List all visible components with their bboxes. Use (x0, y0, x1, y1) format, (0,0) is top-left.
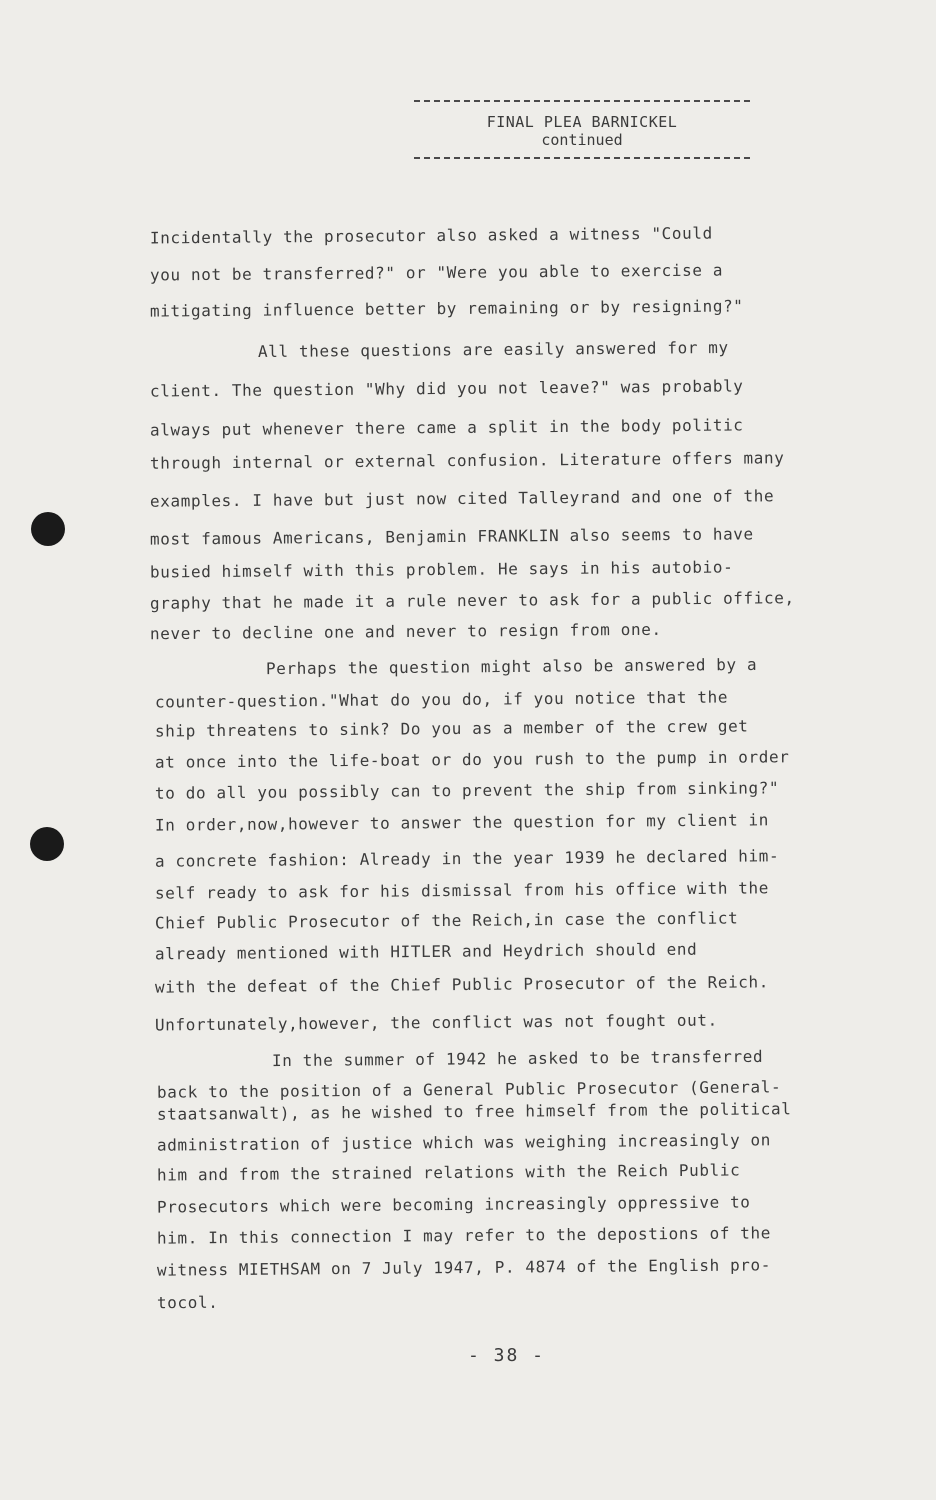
text-line: him and from the strained relations with the Reich Public (156, 1160, 741, 1185)
text-line: through internal or external confusion. Literature offers many (149, 448, 785, 473)
punch-hole (31, 512, 65, 546)
text-line: with the defeat of the Chief Public Prosecutor of the Reich. (154, 972, 770, 997)
text-line: mitigating influence better by remaining or by resigning?" (149, 296, 744, 321)
text-line: administration of justice which was weighing increasingly on (156, 1130, 772, 1155)
header-rule-bottom (414, 157, 750, 159)
text-line: Chief Public Prosecutor of the Reich,in case the conflict (154, 908, 739, 933)
text-line: Unfortunately,however, the conflict was not fought out. (154, 1010, 718, 1035)
text-line: tocol. (156, 1292, 219, 1313)
text-line: witness MIETHSAM on 7 July 1947, P. 4874 of the English pro- (156, 1255, 772, 1280)
text-line: you not be transferred?" or "Were you able to exercise a (149, 260, 724, 285)
text-line: him. In this connection I may refer to the depostions of the (156, 1223, 772, 1248)
text-line: Prosecutors which were becoming increasingly oppressive to (156, 1192, 751, 1217)
text-line: busied himself with this problem. He says in his autobio- (149, 557, 734, 582)
punch-hole (30, 827, 64, 861)
text-line: In the summer of 1942 he asked to be transferred (271, 1046, 764, 1071)
text-line: a concrete fashion: Already in the year 1939 he declared him- (154, 846, 780, 871)
text-line: graphy that he made it a rule never to ask for a public office, (149, 588, 795, 613)
text-line: Incidentally the prosecutor also asked a witness "Could (149, 223, 713, 248)
page-number: - 38 - (468, 1345, 546, 1366)
text-line: counter-question."What do you do, if you notice that the (154, 687, 729, 712)
text-line: Perhaps the question might also be answered by a (265, 654, 758, 679)
text-line: never to decline one and never to resign from one. (149, 619, 662, 644)
text-line: examples. I have but just now cited Talleyrand and one of the (149, 486, 775, 511)
text-line: client. The question "Why did you not leave?" was probably (149, 376, 744, 401)
text-line: In order,now,however to answer the question for my client in (154, 810, 770, 835)
text-line: All these questions are easily answered for my (257, 337, 729, 362)
text-line: self ready to ask for his dismissal from his office with the (154, 878, 770, 903)
document-subtitle: continued (541, 131, 623, 149)
text-line: staatsanwalt), as he wished to free himself from the political (156, 1099, 792, 1124)
text-line: to do all you possibly can to prevent the ship from sinking?" (154, 778, 780, 803)
document-title: FINAL PLEA BARNICKEL (486, 113, 678, 131)
text-line: at once into the life-boat or do you rush to the pump in order (154, 747, 790, 772)
text-line: already mentioned with HITLER and Heydrich should end (154, 939, 698, 964)
text-line: most famous Americans, Benjamin FRANKLIN also seems to have (149, 524, 754, 549)
document-header (414, 100, 750, 159)
text-line: always put whenever there came a split in the body politic (149, 415, 744, 440)
text-line: ship threatens to sink? Do you as a member of the crew get (154, 716, 749, 741)
text-line: back to the position of a General Public Prosecutor (General- (156, 1077, 782, 1102)
header-rule-top (414, 100, 750, 102)
